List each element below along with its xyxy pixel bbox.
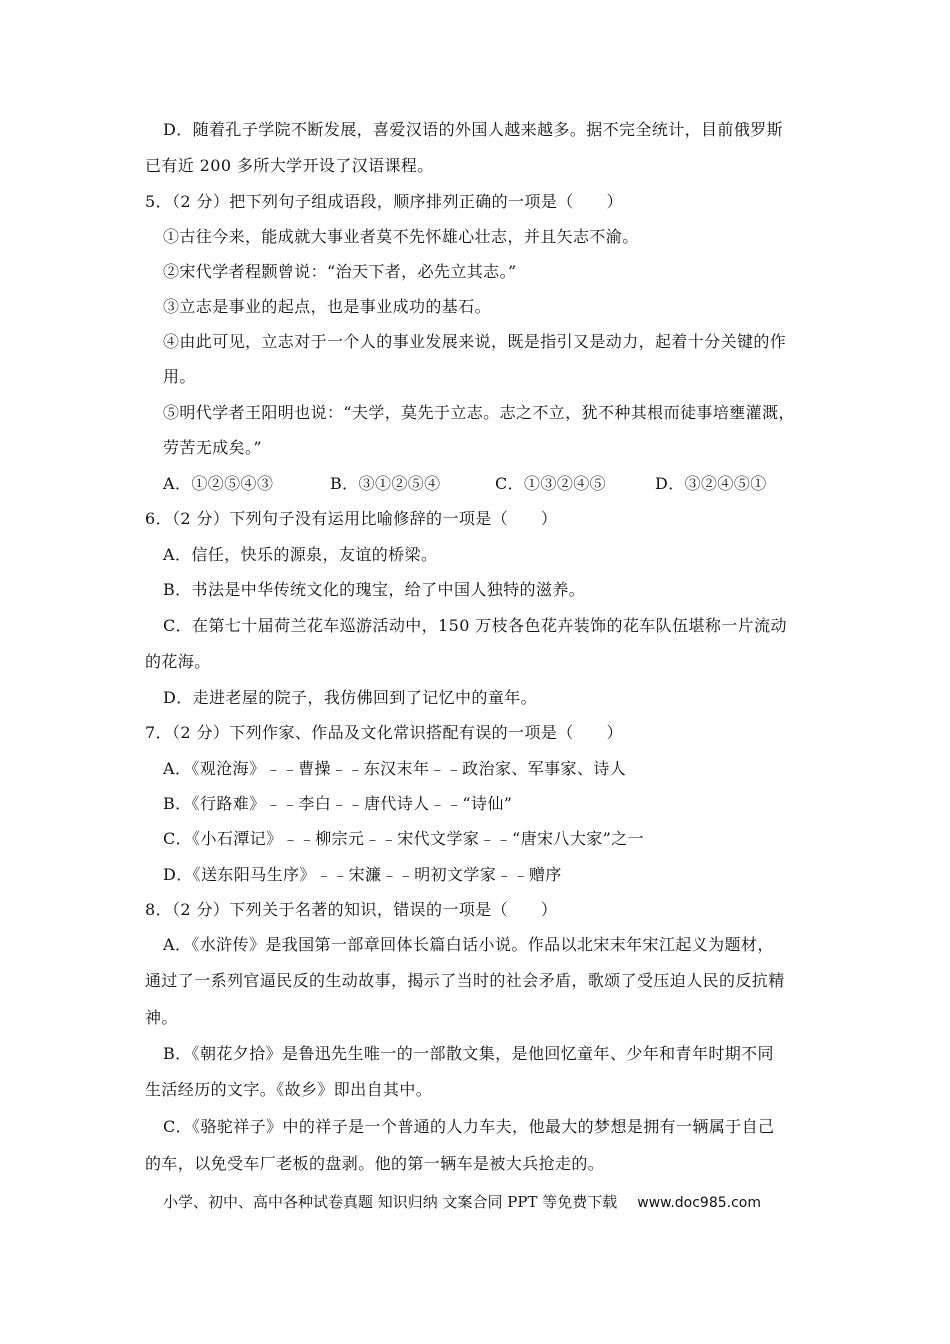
footer-link[interactable]: www.doc985.com [637, 1195, 762, 1211]
q4-option-d-line1: D．随着孔子学院不断发展，喜爱汉语的外国人越来越多。据不完全统计，目前俄罗斯 [163, 120, 784, 139]
q5-sentence-5-line1: ⑤明代学者王阳明也说：“夫学，莫先于立志。志之不立，犹不种其根而徒事培壅灌溉， [163, 403, 795, 422]
q6-option-c-line1: C．在第七十届荷兰花车巡游活动中，150 万枝各色花卉装饰的花车队伍堪称一片流动 [163, 616, 787, 635]
q8-option-b-line2: 生活经历的文字。《故乡》即出自其中。 [145, 1080, 433, 1099]
q7-option-a: A．《观沧海》﹣﹣曹操﹣﹣东汉末年﹣﹣政治家、军事家、诗人 [163, 759, 627, 778]
q5-stem: 5．（2 分）把下列句子组成语段，顺序排列正确的一项是（ ） [145, 192, 623, 211]
q6-option-c-line2: 的花海。 [145, 652, 211, 671]
q8-option-a-line1: A．《水浒传》是我国第一部章回体长篇白话小说。作品以北宋末年宋江起义为题材， [163, 935, 774, 954]
q7-option-c: C．《小石潭记》﹣﹣柳宗元﹣﹣宋代文学家﹣﹣“唐宋八大家”之一 [163, 829, 645, 848]
q5-option-c: C．①③②④⑤ [495, 474, 607, 493]
q8-stem: 8．（2 分）下列关于名著的知识，错误的一项是（ ） [145, 900, 558, 919]
q8-option-c-line2: 的车，以免受车厂老板的盘剥。他的第一辆车是被大兵抢走的。 [145, 1154, 605, 1173]
q6-option-d: D．走进老屋的院子，我仿佛回到了记忆中的童年。 [163, 688, 538, 707]
q5-option-d: D．③②④⑤① [655, 474, 767, 493]
q5-option-b: B．③①②⑤④ [330, 474, 441, 493]
q5-sentence-2: ②宋代学者程颢曾说：“治天下者，必先立其志。” [163, 262, 517, 281]
q4-option-d-line2: 已有近 200 多所大学开设了汉语课程。 [145, 156, 434, 175]
q7-option-d: D．《送东阳马生序》﹣﹣宋濂﹣﹣明初文学家﹣﹣赠序 [163, 865, 562, 884]
q7-option-b: B．《行路难》﹣﹣李白﹣﹣唐代诗人﹣﹣“诗仙” [163, 794, 513, 813]
q8-option-a-line3: 神。 [145, 1008, 178, 1027]
q8-option-b-line1: B．《朝花夕拾》是鲁迅先生唯一的一部散文集，是他回忆童年、少年和青年时期不同 [163, 1044, 774, 1063]
q5-sentence-3: ③立志是事业的起点，也是事业成功的基石。 [163, 297, 492, 316]
q7-stem: 7．（2 分）下列作家、作品及文化常识搭配有误的一项是（ ） [145, 723, 623, 742]
q8-option-c-line1: C．《骆驼祥子》中的祥子是一个普通的人力车夫，他最大的梦想是拥有一辆属于自己 [163, 1117, 775, 1136]
q5-sentence-4-line1: ④由此可见，立志对于一个人的事业发展来说，既是指引又是动力，起着十分关键的作 [163, 332, 787, 351]
q6-option-b: B．书法是中华传统文化的瑰宝，给了中国人独特的滋养。 [163, 580, 586, 599]
page-footer [163, 1192, 761, 1213]
q5-sentence-5-line2: 劳苦无成矣。” [163, 438, 262, 457]
q5-sentence-4-line2: 用。 [163, 367, 196, 386]
q5-option-a: A．①②⑤④③ [163, 474, 274, 493]
q6-option-a: A．信任，快乐的源泉，友谊的桥梁。 [163, 545, 438, 564]
q8-option-a-line2: 通过了一系列官逼民反的生动故事，揭示了当时的社会矛盾，歌颂了受压迫人民的反抗精 [145, 971, 785, 990]
q6-stem: 6．（2 分）下列句子没有运用比喻修辞的一项是（ ） [145, 509, 558, 528]
q5-sentence-1: ①古往今来，能成就大事业者莫不先怀雄心壮志，并且矢志不渝。 [163, 227, 639, 246]
footer-text: 小学、初中、高中各种试卷真题 知识归纳 文案合同 PPT 等免费下载 [163, 1193, 618, 1211]
